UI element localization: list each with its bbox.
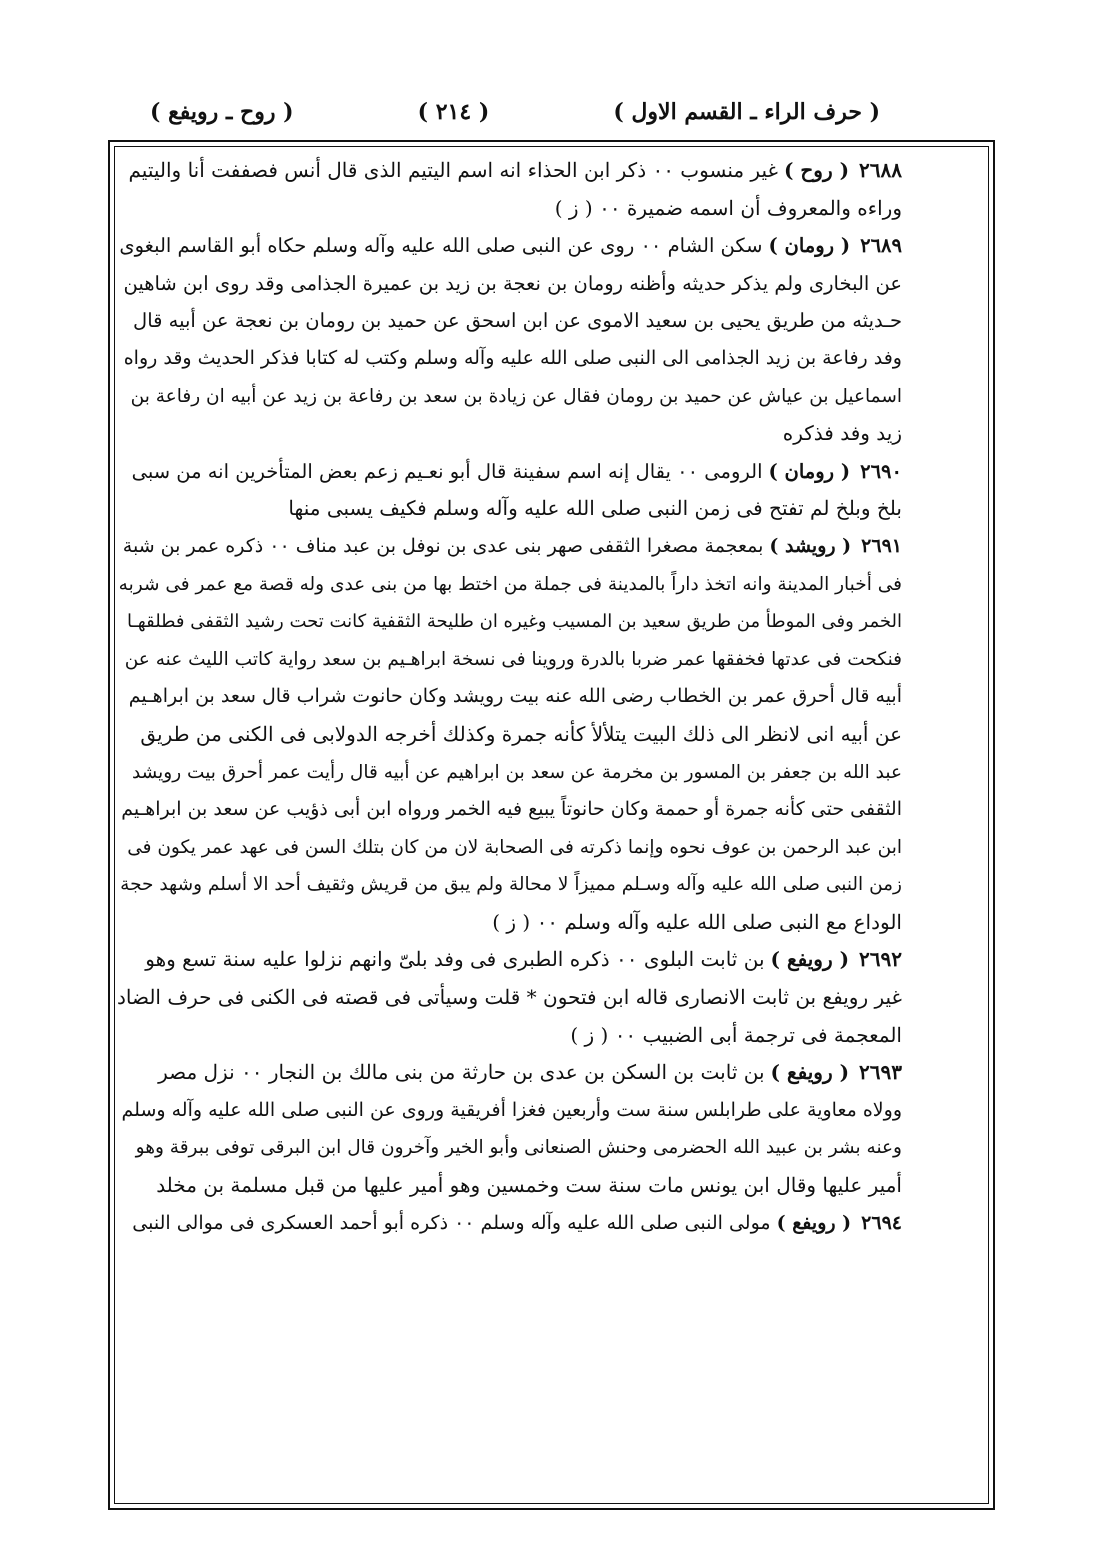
entry-line bbox=[116, 490, 902, 528]
entry-text: بمعجمة مصغرا الثقفى صهر بنى عدى بن نوفل بن عبد مناف ٠٠ ذكره عمر بن شبة bbox=[122, 534, 764, 557]
entry-text: المعجمة فى ترجمة أبى الضبيب ٠٠ ( ز ) bbox=[570, 1022, 902, 1047]
entry bbox=[116, 941, 902, 1054]
entry-text: سكن الشام ٠٠ روى عن النبى صلى الله عليه وآله وسلم حكاه أبو القاسم البغوى bbox=[119, 234, 763, 258]
entry-line bbox=[116, 227, 902, 265]
entry-name: ( رويفع ) bbox=[776, 1211, 852, 1234]
entry-line bbox=[116, 1092, 902, 1130]
page-number: ( ٢١٤ ) bbox=[417, 99, 490, 125]
entry-number: ٢٦٩٢ bbox=[859, 947, 902, 972]
entry-line bbox=[116, 566, 902, 604]
entry-line bbox=[116, 716, 902, 754]
entry-text: بن ثابت بن السكن بن عدى بن حارثة من بنى مالك بن النجار ٠٠ نزل مصر bbox=[158, 1060, 765, 1085]
entry-name: ( رومان ) bbox=[768, 234, 851, 258]
entry-text: فى أخبار المدينة وانه اتخذ داراً بالمدينة فى جملة من اختط بها من بنى عدى وله قصة مع عمر فى شربه bbox=[118, 573, 902, 595]
entry-text: فنكحت فى عدتها فخفقها عمر ضربا بالدرة وروينا فى نسخة ابراهـيم بن سعد رواية كاتب الليث عنه عن bbox=[124, 648, 902, 670]
entry-text: بلخ وبلخ لم تفتح فى زمن النبى صلى الله عليه وآله وسلم فكيف يسبى منها bbox=[288, 496, 902, 521]
entry-text: أمير عليها وقال ابن يونس مات سنة ست وخمسين وهو أمير عليها من قبل مسلمة بن مخلد bbox=[156, 1173, 902, 1198]
entry-number: ٢٦٩٤ bbox=[861, 1211, 902, 1234]
entry-line bbox=[116, 904, 902, 942]
entry-text: الثقفى حتى كأنه جمرة أو حممة وكان حانوتاً يبيع فيه الخمر ورواه ابن أبى ذؤيب عن سعد بن ابراهـيم bbox=[121, 798, 902, 821]
entry-text: اسماعيل بن عياش عن حميد بن رومان فقال عن زيادة بن سعد بن رفاعة بن زيد عن أبيه ان رفاعة بن bbox=[130, 385, 902, 407]
entry bbox=[116, 528, 902, 942]
entry-line bbox=[116, 829, 902, 867]
entry-text: زمن النبى صلى الله عليه وآله وسـلم مميزاً لا محالة ولم يبق من قريش وثقيف أحد الا أسلم وشهد حجة bbox=[120, 874, 902, 896]
entry-line bbox=[116, 1054, 902, 1092]
entry-line bbox=[116, 152, 902, 190]
entry bbox=[116, 152, 902, 227]
entry-text: بن ثابت البلوى ٠٠ ذكره الطبرى فى وفد بلىّ وانهم نزلوا عليه سنة تسع وهو bbox=[145, 947, 765, 972]
entry-text: غير منسوب ٠٠ ذكر ابن الحذاء انه اسم اليتيم الذى قال أنس فصففت أنا واليتيم bbox=[128, 158, 778, 182]
entry-number: ٢٦٨٩ bbox=[860, 234, 902, 258]
entry-text: وعنه بشر بن عبيد الله الحضرمى وحنش الصنعانى وأبو الخير وآخرون قال ابن البرقى توفى ببرقة وهو bbox=[135, 1137, 902, 1159]
document-body bbox=[116, 152, 902, 1502]
entry-line bbox=[116, 603, 902, 641]
entry-line bbox=[116, 453, 902, 491]
entry-line bbox=[116, 415, 902, 453]
entry-text: حـديثه من طريق يحيى بن سعيد الاموى عن ابن اسحق عن حميد بن رومان بن نعجة عن أبيه قال bbox=[133, 309, 902, 333]
entry-text: أبيه قال أحرق عمر بن الخطاب رضى الله عنه بيت رويشد وكان حانوت شراب قال سعد بن ابراهـيم bbox=[128, 685, 902, 708]
entry-text: ابن عبد الرحمن بن عوف نحوه وإنما ذكرته فى الصحابة لان من كان بتلك السن فى عهد عمر يكون فى bbox=[127, 836, 902, 858]
entry-line bbox=[116, 641, 902, 679]
entry bbox=[116, 1205, 902, 1243]
entry-line bbox=[116, 791, 902, 829]
entry-line bbox=[116, 1017, 902, 1055]
page-header bbox=[150, 92, 880, 132]
entry-line bbox=[116, 941, 902, 979]
entry-line bbox=[116, 1205, 902, 1243]
entry-text: زيد وفد فذكره bbox=[782, 421, 902, 446]
entry-line bbox=[116, 678, 902, 716]
entry-text: الوداع مع النبى صلى الله عليه وآله وسلم ٠٠ ( ز ) bbox=[492, 909, 902, 934]
entry-text: الرومى ٠٠ يقال إنه اسم سفينة قال أبو نعـيم زعم بعض المتأخرين انه من سبى bbox=[131, 459, 763, 483]
entry-name: ( رومان ) bbox=[768, 459, 851, 483]
entry-name: ( رويفع ) bbox=[770, 947, 850, 972]
header-section-title: ( حرف الراء ـ القسم الاول ) bbox=[613, 99, 880, 125]
entry-line bbox=[116, 340, 902, 378]
entry-line bbox=[116, 1129, 902, 1167]
entry-text: وولاه معاوية على طرابلس سنة ست وأربعين فغزا أفريقية وروى عن النبى صلى الله عليه وآله وسلم bbox=[121, 1098, 902, 1121]
entry-text: الخمر وفى الموطأ من طريق سعيد بن المسيب وغيره ان طليحة الثقفية كانت تحت رشيد الثقفى فطلقهـا bbox=[127, 611, 902, 633]
entry-line bbox=[116, 754, 902, 792]
entry-number: ٢٦٩٣ bbox=[859, 1060, 902, 1085]
entry-text: عن أبيه انى لانظر الى ذلك البيت يتلألأ كأنه جمرة وكذلك أخرجه الدولابى فى الكنى من طريق bbox=[140, 721, 902, 746]
entry-number: ٢٦٨٨ bbox=[859, 158, 902, 182]
entry-line bbox=[116, 302, 902, 340]
entry bbox=[116, 227, 902, 453]
entry-line bbox=[116, 866, 902, 904]
entry-text: عبد الله بن جعفر بن المسور بن مخرمة عن سعد بن ابراهيم عن أبيه قال رأيت عمر أحرق بيت رويشد bbox=[131, 761, 902, 783]
entry-line bbox=[116, 378, 902, 416]
entry-text: وراءه والمعروف أن اسمه ضميرة ٠٠ ( ز ) bbox=[554, 195, 902, 220]
entry-line bbox=[116, 190, 902, 228]
entry-text: عن البخارى ولم يذكر حديثه وأظنه رومان بن نعجة بن زيد بن عميرة الجذامى وقد روى ابن شاهين bbox=[123, 271, 902, 295]
header-entry-range: ( روح ـ رويفع ) bbox=[150, 99, 294, 125]
entry bbox=[116, 1054, 902, 1204]
entry-line bbox=[116, 1167, 902, 1205]
entry bbox=[116, 453, 902, 528]
entry-text: غير رويفع بن ثابت الانصارى قاله ابن فتحون * قلت وسيأتى فى قصته فى الكنى فى حرف الضاد bbox=[116, 985, 902, 1010]
entry-line bbox=[116, 265, 902, 303]
entry-line bbox=[116, 979, 902, 1017]
entry-name: ( روح ) bbox=[783, 158, 850, 182]
entry-text: مولى النبى صلى الله عليه وآله وسلم ٠٠ ذكره أبو أحمد العسكرى فى موالى النبى bbox=[132, 1211, 771, 1234]
entry-number: ٢٦٩٠ bbox=[860, 459, 902, 483]
entry-text: وفد رفاعة بن زيد الجذامى الى النبى صلى الله عليه وآله وسلم وكتب له كتابا فذكر الحديث وقد رواه bbox=[123, 346, 902, 369]
entry-number: ٢٦٩١ bbox=[861, 534, 902, 557]
entry-name: ( رويشد ) bbox=[769, 534, 852, 557]
entry-line bbox=[116, 528, 902, 566]
entry-name: ( رويفع ) bbox=[770, 1060, 850, 1085]
